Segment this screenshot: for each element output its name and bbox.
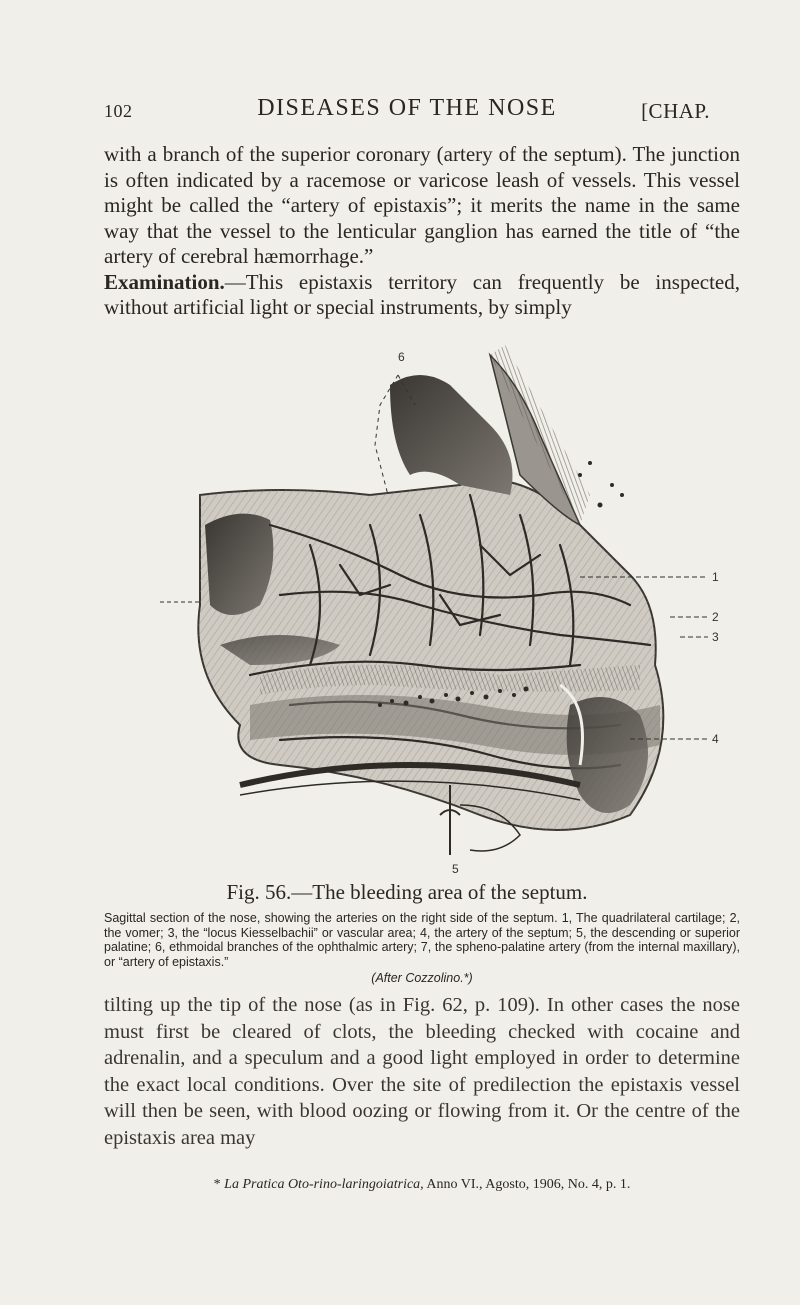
examination-text: —This epistaxis territory can frequently be inspected, without artificial light or special instruments, by simply [104,269,740,319]
label-1: 1 [712,570,719,584]
figure-credit: (After Cozzolino.*) [371,971,473,985]
figure-title: Fig. 56.—The bleeding area of the septum. [226,880,588,904]
examination-paragraph [104,270,740,321]
figure-caption: Sagittal section of the nose, showing the arteries on the right side of the septum. 1, The quadrilateral cartilage; 2, the vomer; 3, the “locus Kiesselbachii” or vascular area; 4, the artery of the septum; 5, the descending or superior palatine; 6, ethmoidal branches of the ophthalmic artery; 7, the spheno-palatine artery (from the internal maxillary), or “artery of epistaxis.” [104,911,740,969]
label-3: 3 [712,630,719,644]
bottom-paragraph: tilting up the tip of the nose (as in Fig. 62, p. 109). In other cases the nose must first be cleared of clots, the bleeding checked with cocaine and adrenalin, and a speculum and a good light employed in order to determine the exact local conditions. Over the site of predilection the epistaxis vessel will then be seen, with blood oozing or flowing from it. Or the centre of the epistaxis area may [104,994,740,1149]
footnote [104,1177,740,1193]
paragraph-continuation: with a branch of the superior coronary (artery of the septum). The junction is often indicated by a racemose or varicose leash of vessels. This vessel might be called the “artery of epistaxis”; it merits the name in the same way that the vessel to the lenticular ganglion has earned the title of “the artery of cerebral hæmorrhage.” [104,142,740,268]
chapter-marker: [CHAP. [641,99,710,123]
label-4: 4 [712,732,719,746]
septum-illustration [160,345,720,875]
sagittal-section-drawing [160,345,720,875]
examination-heading: Examination. [104,269,225,294]
top-paragraph [104,142,740,321]
ethmoid-region [390,375,513,495]
label-5: 5 [452,862,459,875]
page-number: 102 [104,101,133,121]
footnote-marker: * [213,1177,221,1192]
running-head [104,95,710,131]
footnote-source: La Pratica Oto-rino-laringoiatrica, [224,1177,424,1192]
footnote-details: Anno VI., Agosto, 1906, No. 4, p. 1. [426,1177,631,1192]
label-2: 2 [712,610,719,624]
label-6: 6 [398,350,405,364]
running-title: DISEASES OF THE NOSE [257,95,557,121]
